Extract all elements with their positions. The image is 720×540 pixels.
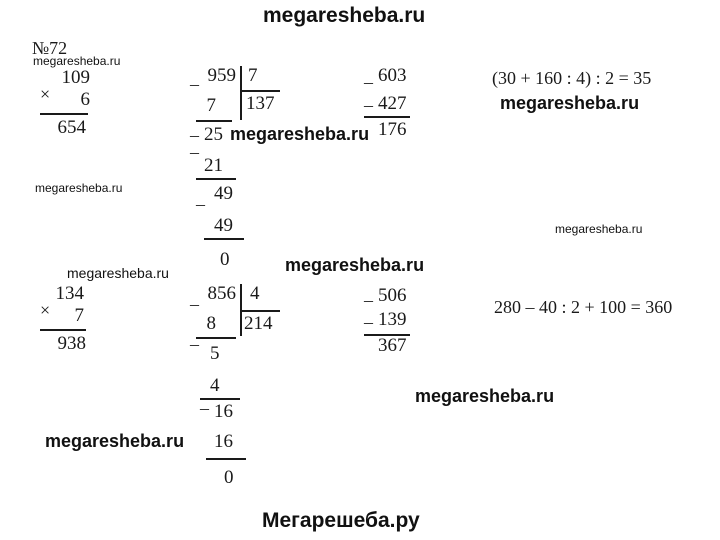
division-step: 49 [214, 183, 233, 204]
division-step: 49 [214, 215, 233, 236]
mult-factor-a: 134 [55, 283, 84, 304]
watermark-small: megaresheba.ru [33, 54, 121, 68]
watermark-bold: megaresheba.ru [45, 431, 185, 451]
division-divisor-line [240, 310, 280, 312]
division-dividend: 959 [207, 65, 236, 86]
division-step: 8 [206, 313, 216, 334]
division-bracket [240, 66, 242, 120]
mult-factor-a: 109 [61, 67, 90, 88]
division-step: 16 [214, 431, 233, 452]
division-step-line [206, 458, 246, 460]
mult-factor-b: 7 [74, 305, 84, 326]
division-step: 21 [204, 155, 223, 176]
sub-result: 176 [378, 119, 407, 140]
expression: (30 + 160 : 4) : 2 = 35 [492, 68, 652, 88]
mult-result: 938 [57, 333, 86, 354]
sub-minuend: 603 [378, 65, 407, 86]
watermark-bold: megaresheba.ru [415, 386, 555, 406]
division-divisor: 7 [248, 65, 258, 86]
mult-factor-b: 6 [80, 89, 90, 110]
division-quotient: 137 [246, 93, 275, 114]
division-minus: – [190, 294, 199, 314]
watermark-small: megaresheba.ru [555, 222, 643, 236]
watermark-bold: megaresheba.ru [230, 124, 370, 144]
watermark-bold: megaresheba.ru [500, 93, 640, 113]
mult-sign: × [40, 300, 51, 320]
division-minus: – [196, 194, 205, 214]
mult-sign: × [40, 84, 51, 104]
watermark-bold: megaresheba.ru [285, 255, 425, 275]
division-remainder: 0 [220, 249, 230, 270]
division-remainder: 0 [224, 467, 234, 488]
sub-minuend: 506 [378, 285, 407, 306]
division-step: 16 [214, 401, 233, 422]
division-step-line [196, 120, 232, 122]
sub-underline [364, 116, 410, 118]
sub-result: 367 [378, 335, 407, 356]
division-quotient: 214 [244, 313, 273, 334]
division-step-line [196, 337, 236, 339]
division-minus: – [190, 125, 199, 145]
sub-minus: – [364, 312, 373, 332]
division-dividend: 856 [207, 283, 236, 304]
division-step: 7 [206, 95, 216, 116]
division-step: 25 [204, 124, 223, 145]
sub-subtrahend: 139 [378, 309, 407, 330]
division-step-line [196, 178, 236, 180]
sub-minus: – [364, 72, 373, 92]
sub-minus: – [364, 290, 373, 310]
problem-label: №72 [32, 38, 68, 58]
division-minus: – [190, 74, 199, 94]
sub-subtrahend: 427 [378, 93, 407, 114]
division-minus: – [190, 142, 199, 162]
division-minus: – [190, 334, 199, 354]
watermark-top: megaresheba.ru [263, 4, 426, 27]
division-minus: – [200, 398, 209, 418]
mult-result: 654 [57, 117, 86, 138]
mult-underline [40, 113, 88, 115]
watermark-bottom: Мегарешеба.ру [262, 509, 420, 532]
expression: 280 – 40 : 2 + 100 = 360 [494, 297, 673, 317]
division-step: 5 [210, 343, 220, 364]
division-divisor: 4 [250, 283, 260, 304]
mult-underline [40, 329, 86, 331]
sub-minus: – [364, 95, 373, 115]
division-step: 4 [210, 375, 220, 396]
division-divisor-line [240, 90, 280, 92]
watermark-small: megaresheba.ru [67, 265, 169, 281]
watermark-small: megaresheba.ru [35, 181, 123, 195]
division-step-line [204, 238, 244, 240]
